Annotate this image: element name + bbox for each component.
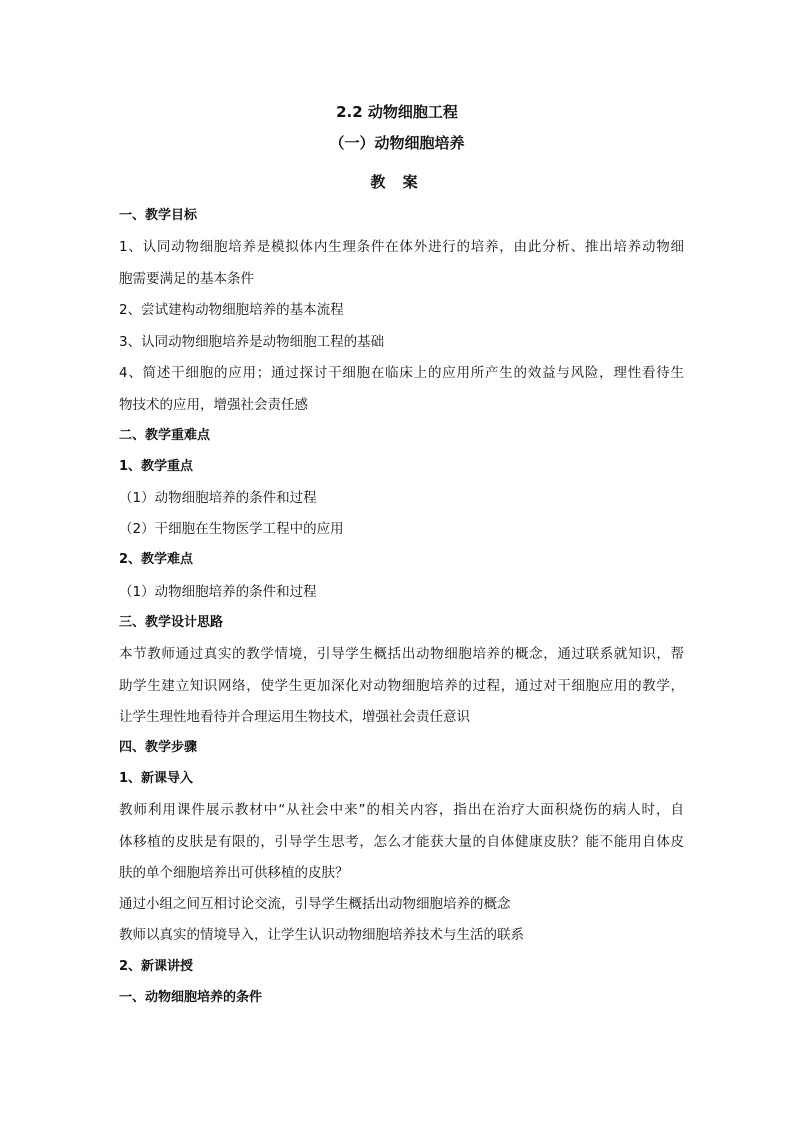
part-heading-culture-conditions: 一、动物细胞培养的条件 xyxy=(119,990,263,1005)
subheading-difficulties: 2、教学难点 xyxy=(119,552,194,567)
subheading-new-lesson: 2、新课讲授 xyxy=(119,959,194,974)
design-line-2: 助学生建立知识网络，使学生更加深化对动物细胞培养的过程，通过对干细胞应用的教学， xyxy=(119,678,684,694)
document-subtitle: （一）动物细胞培养 xyxy=(329,134,465,152)
key-point-1: （1）动物细胞培养的条件和过程 xyxy=(119,490,317,506)
intro-line-1: 教师利用课件展示教材中“从社会中来”的相关内容，指出在治疗大面积烧伤的病人时，自 xyxy=(119,802,684,818)
discussion-paragraph: 通过小组之间互相讨论交流，引导学生概括出动物细胞培养的概念 xyxy=(119,896,511,912)
intro-line-3: 肤的单个细胞培养出可供移植的皮肤？ xyxy=(119,865,349,881)
document-title: 2.2 动物细胞工程 xyxy=(336,103,458,121)
intro-line-2: 体移植的皮肤是有限的，引导学生思考，怎么才能获大量的自体健康皮肤？能不能用自体皮 xyxy=(119,834,684,850)
section-heading-goals: 一、教学目标 xyxy=(119,208,198,223)
design-line-3: 让学生理性地看待并合理运用生物技术，增强社会责任意识 xyxy=(119,709,470,725)
difficulty-1: （1）动物细胞培养的条件和过程 xyxy=(119,584,317,600)
goal-1-line-1: 1、认同动物细胞培养是模拟体内生理条件在体外进行的培养，由此分析、推出培养动物细 xyxy=(119,239,684,255)
teacher-intro-paragraph: 教师以真实的情境导入，让学生认识动物细胞培养技术与生活的联系 xyxy=(119,927,524,943)
subheading-intro: 1、新课导入 xyxy=(119,771,194,786)
key-point-2: （2）干细胞在生物医学工程中的应用 xyxy=(119,521,344,537)
section-heading-steps: 四、教学步骤 xyxy=(119,740,198,755)
section-heading-key-points: 二、教学重难点 xyxy=(119,428,211,443)
design-line-1: 本节教师通过真实的教学情境，引导学生概括出动物细胞培养的概念，通过联系就知识，帮 xyxy=(119,646,684,662)
document-type-heading: 教 案 xyxy=(370,173,424,191)
subheading-key-points: 1、教学重点 xyxy=(119,459,194,474)
goal-1-line-2: 胞需要满足的基本条件 xyxy=(119,271,254,287)
goal-3: 3、认同动物细胞培养是动物细胞工程的基础 xyxy=(119,334,385,350)
goal-2: 2、尝试建构动物细胞培养的基本流程 xyxy=(119,302,344,318)
section-heading-design: 三、教学设计思路 xyxy=(119,615,224,630)
goal-4-line-1: 4、简述干细胞的应用；通过探讨干细胞在临床上的应用所产生的效益与风险，理性看待生 xyxy=(119,365,684,381)
goal-4-line-2: 物技术的应用，增强社会责任感 xyxy=(119,397,308,413)
